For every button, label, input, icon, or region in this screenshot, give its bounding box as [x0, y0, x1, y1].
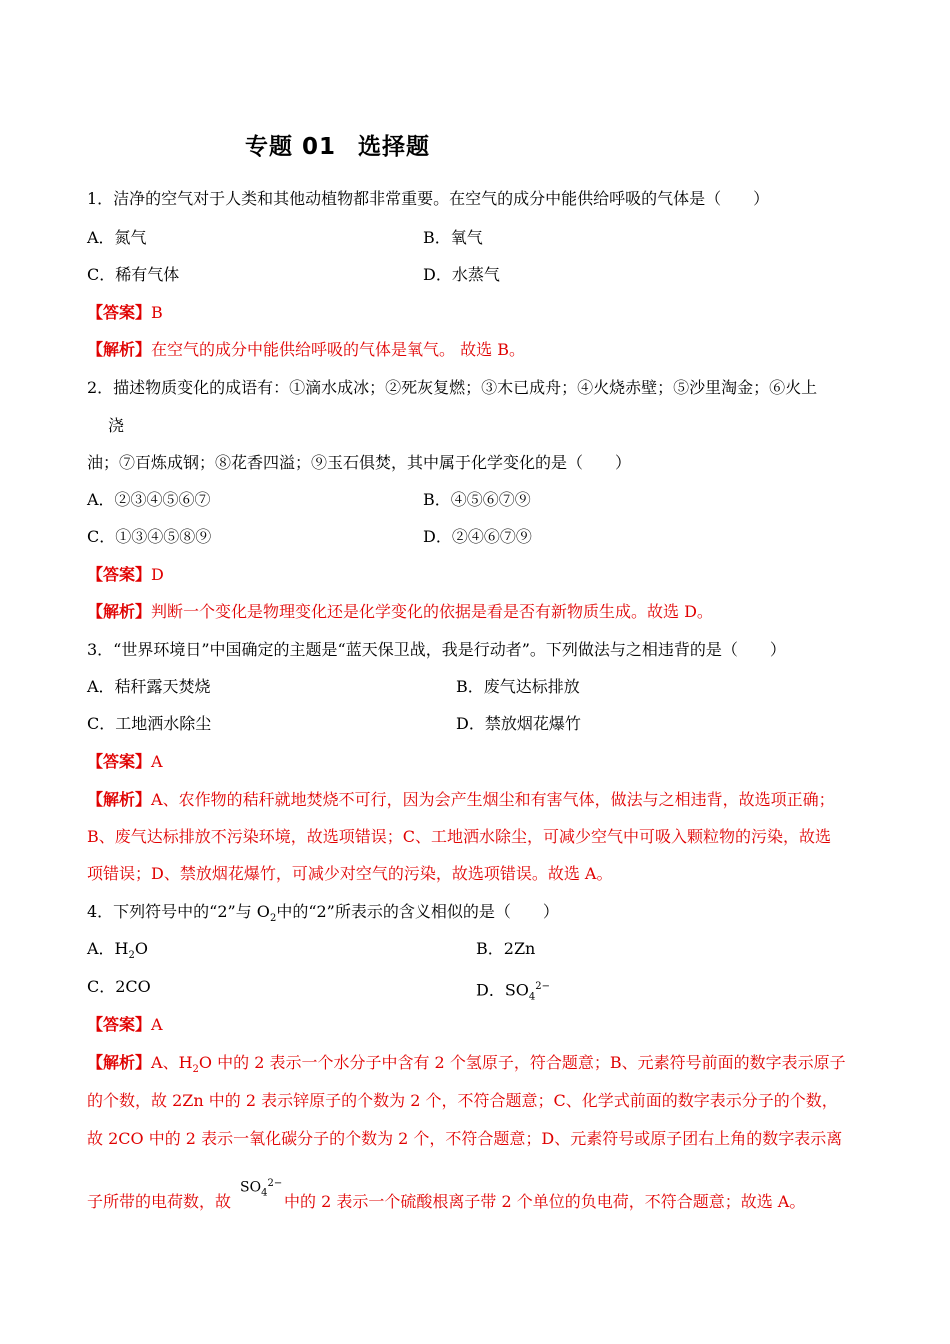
q2-option-b: B．④⑤⑥⑦⑨ [423, 490, 531, 509]
answer-tag: 【答案】 [87, 752, 152, 771]
q3-analysis-line1 [87, 789, 835, 811]
q4-answer [87, 1014, 163, 1036]
q2-stem-line1: 2．描述物质变化的成语有：①滴水成冰；②死灰复燃；③木已成舟；④火烧赤壁；⑤沙里淘金；⑥火上 [87, 378, 818, 397]
q2-analysis [87, 601, 713, 623]
q2-stem-line2: 浇 [108, 416, 125, 435]
q2-option-d: D．②④⑥⑦⑨ [423, 527, 532, 546]
q1-stem: 1．洁净的空气对于人类和其他动植物都非常重要。在空气的成分中能供给呼吸的气体是（ ） [87, 189, 770, 208]
q3-analysis-line3: 项错误；D、禁放烟花爆竹，可减少对空气的污染，故选项错误。故选 A。 [87, 864, 613, 883]
q4-analysis-line2: 的个数，故 2Zn 中的 2 表示锌原子的个数为 2 个，不符合题意；C、化学式前面的数字表示分子的个数， [87, 1091, 838, 1110]
q3-answer [87, 751, 163, 773]
q3-analysis-line2: B、废气达标排放不污染环境，故选项错误；C、工地洒水除尘，可减少空气中可吸入颗粒物的污染，故选 [87, 827, 832, 846]
q1-option-c: C．稀有气体 [87, 265, 180, 284]
analysis-tag: 【解析】 [87, 340, 152, 359]
analysis-tag: 【解析】 [87, 602, 152, 621]
q1-option-d: D．水蒸气 [423, 265, 500, 284]
q4-analysis-line4-end: 中的 2 表示一个硫酸根离子带 2 个单位的负电荷，不符合题意；故选 A。 [284, 1192, 806, 1211]
answer-value: A [151, 1015, 163, 1034]
analysis-text: A、农作物的秸秆就地焚烧不可行，因为会产生烟尘和有害气体，做法与之相违背，故选项正确； [151, 790, 835, 809]
q4-analysis-line4-start: 子所带的电荷数，故 [87, 1192, 232, 1211]
q1-analysis [87, 339, 525, 361]
analysis-text: 判断一个变化是物理变化还是化学变化的依据是看是否有新物质生成。故选 D。 [151, 602, 713, 621]
answer-tag: 【答案】 [87, 303, 152, 322]
q4-stem: 4．下列符号中的“2”与 $O_2$中的“2”所表示的含义相似的是（ ） [87, 902, 559, 925]
answer-value: B [151, 303, 163, 322]
q3-option-b: B．废气达标排放 [456, 677, 580, 696]
analysis-tag: 【解析】 [87, 790, 152, 809]
q3-option-c: C．工地洒水除尘 [87, 714, 212, 733]
q1-option-a: A．氮气 [87, 228, 147, 247]
q2-option-a: A．②③④⑤⑥⑦ [87, 490, 211, 509]
q4-analysis-line3: 故 2CO 中的 2 表示一氧化碳分子的个数为 2 个，不符合题意；D、元素符号或原子团右上角的数字表示离 [87, 1129, 843, 1148]
q4-option-d: D．$SO_4^{2-}$ [476, 980, 551, 1003]
q4-option-c: C．2CO [87, 977, 151, 996]
analysis-text: 在空气的成分中能供给呼吸的气体是氧气。 故选 B。 [151, 340, 525, 359]
q3-option-a: A．秸秆露天焚烧 [87, 677, 211, 696]
q1-answer [87, 302, 163, 324]
q2-option-c: C．①③④⑤⑧⑨ [87, 527, 212, 546]
answer-value: D [151, 565, 164, 584]
answer-tag: 【答案】 [87, 565, 152, 584]
answer-tag: 【答案】 [87, 1015, 152, 1034]
q4-option-b: B．2Zn [476, 939, 536, 958]
q3-option-d: D．禁放烟花爆竹 [456, 714, 581, 733]
q3-stem: 3．“世界环境日”中国确定的主题是“蓝天保卫战，我是行动者”。下列做法与之相违背的是（ ） [87, 640, 786, 659]
q4-analysis-line1: 【解析】A、$H_2O$ 中的 2 表示一个水分子中含有 2 个氢原子，符合题意；B、元素符号前面的数字表示原子 [87, 1053, 846, 1076]
q2-answer [87, 564, 164, 586]
sulfate-ion-formula: $SO_4^{2-}$ [240, 1178, 283, 1199]
q2-stem-line3: 油；⑦百炼成钢；⑧花香四溢；⑨玉石俱焚，其中属于化学变化的是（ ） [87, 453, 632, 472]
analysis-tag: 【解析】 [87, 1053, 152, 1072]
page-title: 专题 01 选择题 [245, 134, 431, 160]
answer-value: A [151, 752, 163, 771]
q1-option-b: B．氧气 [423, 228, 483, 247]
q4-option-a: A．$H_2O$ [87, 939, 149, 962]
